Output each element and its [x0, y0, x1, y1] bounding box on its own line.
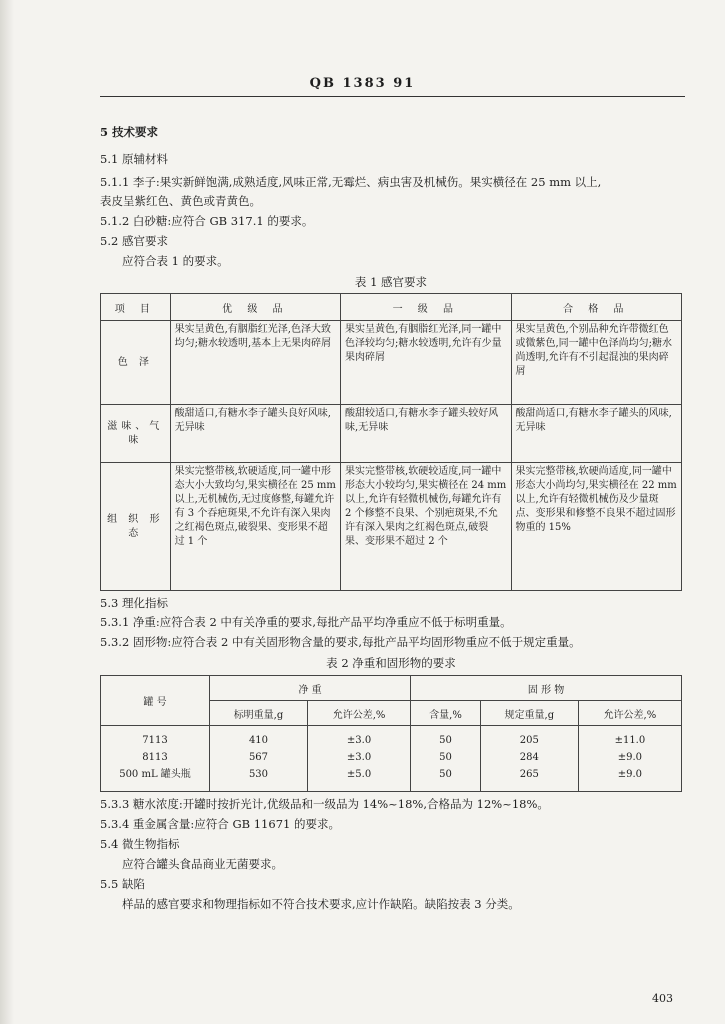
cell-label-weight: 530 [210, 766, 308, 792]
row-item-taste: 滋味、气味 [101, 405, 171, 463]
section-5-4-text: 应符合罐头食品商业无菌要求。 [122, 857, 283, 871]
standard-header: QB 1383 91 [309, 76, 416, 91]
header-premium: 优 级 品 [170, 294, 340, 321]
cell-content: 50 [411, 766, 481, 792]
section-5-1-1-text-cont: 表皮呈紫红色、黄色或青黄色。 [100, 194, 261, 208]
cell-qualified: 果实完整带核,软硬尚适度,同一罐中形态大小尚均匀,果实横径在 22 mm 以上,允许有轻微机械伤及少量斑点、变形果和修整不良果不超过固形物重的 15% [511, 463, 682, 591]
table-row [101, 726, 682, 750]
cell-solid-tolerance: ±11.0 [578, 726, 681, 750]
cell-first-grade: 果实完整带核,软硬较适度,同一罐中形态大小较均匀,果实横径在 24 mm 以上,允许有轻微机械伤,每罐允许有 2 个修整不良果、个别疤斑果,不允许有深入果肉之红褐色斑点,破裂果、变形果不超过 2 个 [341, 463, 511, 591]
header-qualified: 合 格 品 [511, 294, 682, 321]
section-5-3-1-text: 5.3.1 净重:应符合表 2 中有关净重的要求,每批产品平均净重应不低于标明重量。 [100, 615, 512, 629]
section-5-5-heading: 5.5 缺陷 [100, 877, 145, 891]
table-row [101, 321, 682, 405]
page-number: 403 [652, 992, 673, 1005]
section-5-1-2-text: 5.1.2 白砂糖:应符合 GB 317.1 的要求。 [100, 214, 314, 228]
section-5-1-1-text: 5.1.1 李子:果实新鲜饱满,成熟适度,风味正常,无霉烂、病虫害及机械伤。果实横径在 25 mm 以上, [100, 175, 602, 189]
section-5-3-4-text: 5.3.4 重金属含量:应符合 GB 11671 的要求。 [100, 817, 340, 831]
cell-first-grade: 果实呈黄色,有胭脂红光泽,同一罐中色泽较均匀;糖水较透明,允许有少量果肉碎屑 [341, 321, 511, 405]
table-header-row [101, 676, 682, 701]
cell-first-grade: 酸甜较适口,有糖水李子罐头较好风味,无异味 [341, 405, 511, 463]
table-row [101, 463, 682, 591]
table-row [101, 749, 682, 766]
table-row [101, 766, 682, 792]
cell-premium: 酸甜适口,有糖水李子罐头良好风味,无异味 [170, 405, 340, 463]
section-5-5-text: 样品的感官要求和物理指标如不符合技术要求,应计作缺陷。缺陷按表 3 分类。 [122, 897, 520, 911]
cell-spec-weight: 265 [480, 766, 578, 792]
header-label-weight: 标明重量,g [210, 701, 308, 726]
cell-net-tolerance: ±3.0 [307, 726, 410, 750]
cell-code: 500 mL 罐头瓶 [101, 766, 210, 792]
cell-label-weight: 567 [210, 749, 308, 766]
cell-net-tolerance: ±5.0 [307, 766, 410, 792]
section-5-4-heading: 5.4 微生物指标 [100, 837, 180, 851]
cell-premium: 果实完整带核,软硬适度,同一罐中形态大小大致均匀,果实横径在 25 mm 以上,无机械伤,无过度修整,每罐允许有 3 个吞疤斑果,不允许有深入果肉之红褐色斑点,破裂果、变形果不超过 1 个 [170, 463, 340, 591]
cell-content: 50 [411, 749, 481, 766]
cell-solid-tolerance: ±9.0 [578, 766, 681, 792]
header-net-weight: 净 重 [210, 676, 411, 701]
header-item: 项 目 [101, 294, 171, 321]
section-5-3-heading: 5.3 理化指标 [100, 596, 168, 610]
table2-caption: 表 2 净重和固形物的要求 [326, 656, 456, 670]
section-5-3-2-text: 5.3.2 固形物:应符合表 2 中有关固形物含量的要求,每批产品平均固形物重应不低于规定重量。 [100, 635, 581, 649]
header-solid-tolerance: 允许公差,% [578, 701, 681, 726]
cell-solid-tolerance: ±9.0 [578, 749, 681, 766]
section-5-1-heading: 5.1 原辅材料 [100, 152, 168, 166]
cell-premium: 果实呈黄色,有胭脂红光泽,色泽大致均匀;糖水较透明,基本上无果肉碎屑 [170, 321, 340, 405]
scan-edge [0, 0, 14, 1024]
header-net-tolerance: 允许公差,% [307, 701, 410, 726]
section-5-heading: 5 技术要求 [100, 125, 159, 139]
net-weight-table [100, 675, 682, 792]
cell-code: 8113 [101, 749, 210, 766]
table-header-row [101, 294, 682, 321]
table-row [101, 405, 682, 463]
cell-code: 7113 [101, 726, 210, 750]
row-item-texture: 组 织 形 态 [101, 463, 171, 591]
header-first-grade: 一 级 品 [341, 294, 511, 321]
row-item-color: 色 泽 [101, 321, 171, 405]
cell-net-tolerance: ±3.0 [307, 749, 410, 766]
section-5-2-text: 应符合表 1 的要求。 [122, 254, 229, 268]
cell-label-weight: 410 [210, 726, 308, 750]
cell-content: 50 [411, 726, 481, 750]
sensory-requirements-table [100, 293, 682, 591]
cell-qualified: 酸甜尚适口,有糖水李子罐头的风味,无异味 [511, 405, 682, 463]
cell-qualified: 果实呈黄色,个别品种允许带微红色或微紫色,同一罐中色泽尚均匀;糖水尚透明,允许有不引起混浊的果肉碎屑 [511, 321, 682, 405]
header-spec-weight: 规定重量,g [480, 701, 578, 726]
table1-caption: 表 1 感官要求 [354, 275, 428, 289]
header-rule [100, 96, 685, 97]
section-5-3-3-text: 5.3.3 糖水浓度:开罐时按折光计,优级品和一级品为 14%~18%,合格品为 12%~18%。 [100, 797, 549, 811]
cell-spec-weight: 205 [480, 726, 578, 750]
header-content: 含量,% [411, 701, 481, 726]
section-5-2-heading: 5.2 感官要求 [100, 234, 168, 248]
header-solids: 固 形 物 [411, 676, 682, 701]
cell-spec-weight: 284 [480, 749, 578, 766]
header-can-code: 罐 号 [101, 676, 210, 726]
